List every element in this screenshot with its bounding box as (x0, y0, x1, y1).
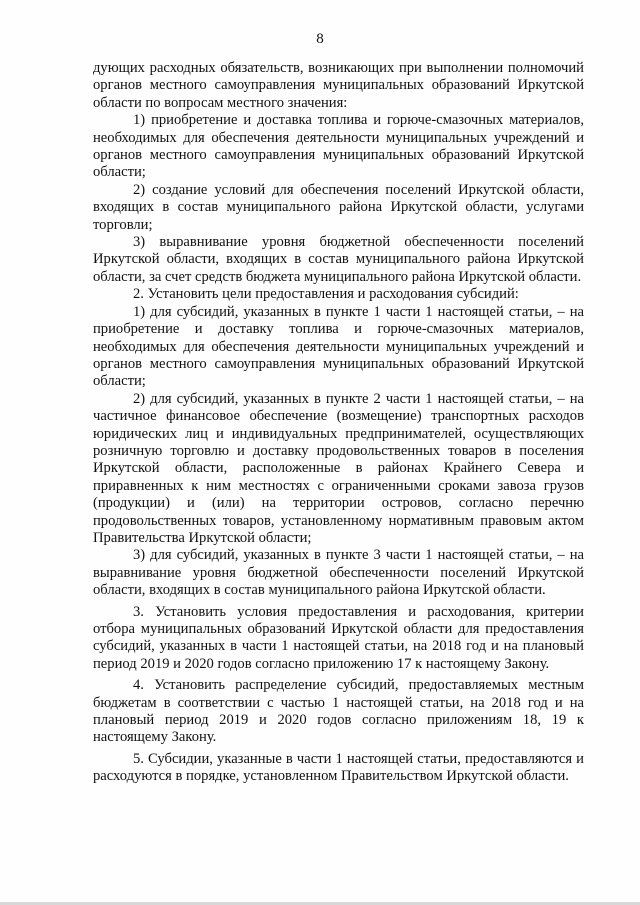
paragraph-section-4: 4. Установить распределение субсидий, предоставляемых местным бюджетам в соответствии с частью 1 настоящей статьи, на 2018 год и на плановый период 2019 и 2020 годов согласно приложениям 18, 19 к настоящему Закону. (93, 677, 584, 746)
paragraph-goal-3: 3) для субсидий, указанных в пункте 3 части 1 настоящей статьи, – на выравнивание уровня бюджетной обеспеченности поселений Иркутской области, входящих в состав муниципального района Иркутской области. (93, 547, 584, 599)
document-body (93, 60, 584, 786)
page-number: 8 (316, 31, 324, 47)
paragraph-continuation: дующих расходных обязательств, возникающих при выполнении полномочий органов местного самоуправления муниципальных образований Иркутской области по вопросам местного значения: (93, 60, 584, 111)
paragraph-section-5: 5. Субсидии, указанные в части 1 настоящей статьи, предоставляются и расходуются в порядке, установленном Правительством Иркутской области. (93, 750, 584, 785)
paragraph-section-2-heading: 2. Установить цели предоставления и расходования субсидий: (133, 286, 519, 303)
paragraph-item-2-trade: 2) создание условий для обеспечения поселений Иркутской области, входящих в состав муниципального района Иркутской области, услугами торговли; (93, 181, 584, 233)
paragraph-goal-1: 1) для субсидий, указанных в пункте 1 части 1 настоящей статьи, – на приобретение и доставку топлива и горюче-смазочных материалов, необходимых для обеспечения деятельности муниципальных учреждений и органов местного самоуправления муниципальных образований Иркутской области; (93, 303, 584, 390)
paragraph-goal-2: 2) для субсидий, указанных в пункте 2 части 1 настоящей статьи, – на частичное финансовое обеспечение (возмещение) транспортных расходов юридических лиц и индивидуальных предпринимателей, осуществляющих розничную торговлю и доставку продовольственных товаров в поселения Иркутской области, расположенные в районах Крайнего Севера и приравненных к ним местностях с ограниченными сроками завоза грузов (продукции) и (или) на территории островов, согласно перечню продовольственных товаров, установленному нормативным правовым актом Правительства Иркутской области; (93, 390, 584, 546)
paragraph-item-3-equalization: 3) выравнивание уровня бюджетной обеспеченности поселений Иркутской области, входящих в состав муниципального района Иркутской области, за счет средств бюджета муниципального района Иркутской области. (93, 234, 584, 285)
paragraph-item-1-fuel: 1) приобретение и доставка топлива и горюче-смазочных материалов, необходимых для обеспечения деятельности муниципальных учреждений и органов местного самоуправления муниципальных образований Иркутской области; (93, 112, 584, 181)
paragraph-section-3: 3. Установить условия предоставления и расходования, критерии отбора муниципальных образований Иркутской области для предоставления субсидий, указанных в части 1 настоящей статьи, на 2018 год и на плановый период 2019 и 2020 годов согласно приложению 17 к настоящему Закону. (93, 603, 584, 672)
